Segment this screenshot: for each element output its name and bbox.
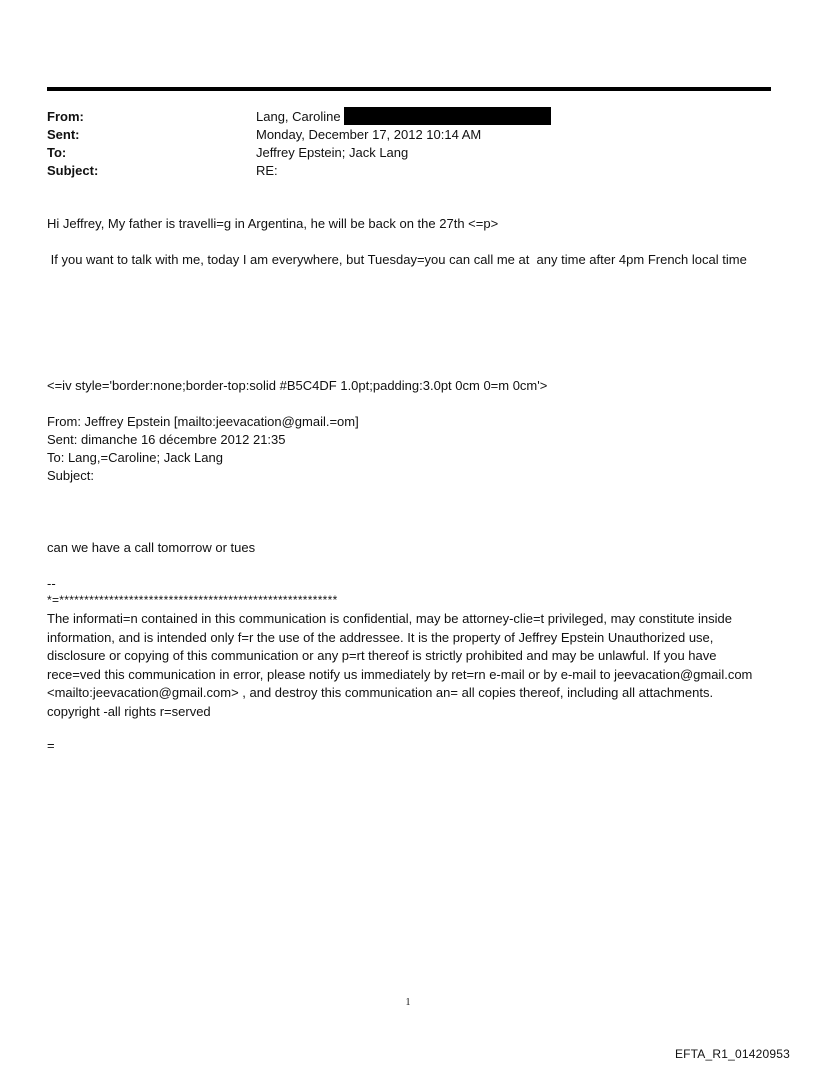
trailing-equals: = [47, 738, 55, 753]
quoted-subject: Subject: [47, 468, 94, 483]
header-rule [47, 87, 771, 91]
quoted-to: To: Lang,=Caroline; Jack Lang [47, 450, 223, 465]
from-label: From: [47, 109, 84, 124]
from-value: Lang, Caroline [256, 109, 341, 124]
to-value: Jeffrey Epstein; Jack Lang [256, 145, 409, 160]
call-paragraph: If you want to talk with me, today I am everywhere, but Tuesday=you can call me at any time after 4pm French local time [47, 252, 747, 267]
disclaimer-paragraph: The informati=n contained in this communication is confidential, may be attorney-clie=t privileged, may constitute inside information, and is intended only f=r the use of the addressee. It is the property of Jeffrey Epstein Unauthorized use, disclosure or copying of this communication or any p=rt thereof is strictly prohibited and may be unlawful. If you have rece=ved this communication in error, please notify us immediately by ret=rn e-mail or by e-mail to jeevacation@gmail.com <mailto:jeevacation@gmail.com> , and destroy this communication an= all copies thereof, including all attachments. copyright -all rights r=served [47, 611, 757, 719]
from-value-wrap [256, 108, 551, 126]
signature-stars: *=******************************************************** [47, 593, 338, 607]
greeting-line: Hi Jeffrey, My father is travelli=g in Argentina, he will be back on the 27th <=p> [47, 216, 499, 231]
quoted-from: From: Jeffrey Epstein [mailto:jeevacation@gmail.=om] [47, 414, 359, 429]
sent-label: Sent: [47, 127, 80, 142]
sent-value: Monday, December 17, 2012 10:14 AM [256, 127, 482, 142]
signature-dashes: -- [47, 576, 56, 591]
document-id: EFTA_R1_01420953 [674, 1047, 790, 1061]
to-label: To: [47, 145, 67, 160]
quoted-message: can we have a call tomorrow or tues [47, 540, 256, 555]
page-number: 1 [405, 997, 411, 1008]
style-fragment: <=iv style='border:none;border-top:solid #B5C4DF 1.0pt;padding:3.0pt 0cm 0=m 0cm'> [47, 378, 548, 393]
subject-label: Subject: [47, 163, 99, 178]
quoted-sent: Sent: dimanche 16 décembre 2012 21:35 [47, 432, 286, 447]
redaction-block [344, 107, 551, 125]
subject-value: RE: [256, 163, 278, 178]
